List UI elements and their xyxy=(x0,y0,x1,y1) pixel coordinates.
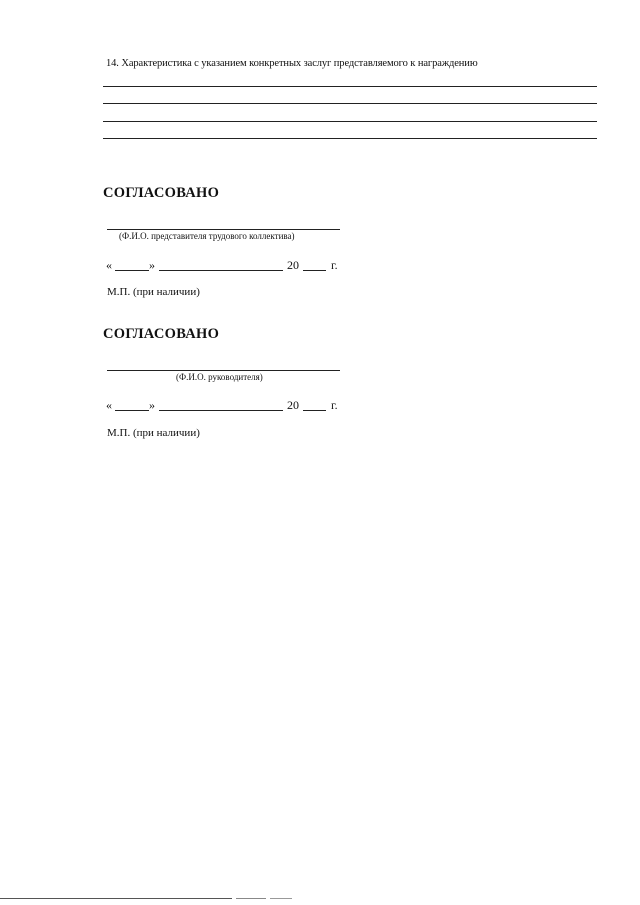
date-open-quote: « xyxy=(106,398,112,412)
month-blank[interactable] xyxy=(159,410,283,411)
date-open-quote: « xyxy=(106,258,112,272)
month-blank[interactable] xyxy=(159,270,283,271)
year-blank[interactable] xyxy=(303,410,326,411)
collective-stamp-note: М.П. (при наличии) xyxy=(107,286,200,298)
day-blank[interactable] xyxy=(115,410,149,411)
year-suffix: г. xyxy=(331,258,338,272)
characteristic-line-4[interactable] xyxy=(103,138,597,139)
collective-representative-caption: (Ф.И.О. представителя трудового коллектива) xyxy=(119,231,295,241)
year-blank[interactable] xyxy=(303,270,326,271)
year-suffix: г. xyxy=(331,398,338,412)
manager-date-row xyxy=(106,398,346,412)
manager-signature-line[interactable] xyxy=(107,370,340,371)
manager-stamp-note: М.П. (при наличии) xyxy=(107,427,200,439)
approval-manager-title: СОГЛАСОВАНО xyxy=(103,326,220,342)
scan-edge-line xyxy=(0,898,232,899)
item-14-heading: 14. Характеристика с указанием конкретных заслуг представляемого к награждению xyxy=(106,58,478,69)
characteristic-line-3[interactable] xyxy=(103,121,597,122)
collective-representative-signature-line[interactable] xyxy=(107,229,340,230)
year-prefix: 20 xyxy=(287,258,299,272)
approval-collective-title: СОГЛАСОВАНО xyxy=(103,185,220,201)
date-close-quote: » xyxy=(149,398,155,412)
collective-date-row xyxy=(106,258,346,272)
scan-edge-line xyxy=(270,898,292,899)
characteristic-line-1[interactable] xyxy=(103,86,597,87)
manager-caption: (Ф.И.О. руководителя) xyxy=(176,372,263,382)
scan-edge-line xyxy=(236,898,266,899)
day-blank[interactable] xyxy=(115,270,149,271)
date-close-quote: » xyxy=(149,258,155,272)
year-prefix: 20 xyxy=(287,398,299,412)
characteristic-line-2[interactable] xyxy=(103,103,597,104)
